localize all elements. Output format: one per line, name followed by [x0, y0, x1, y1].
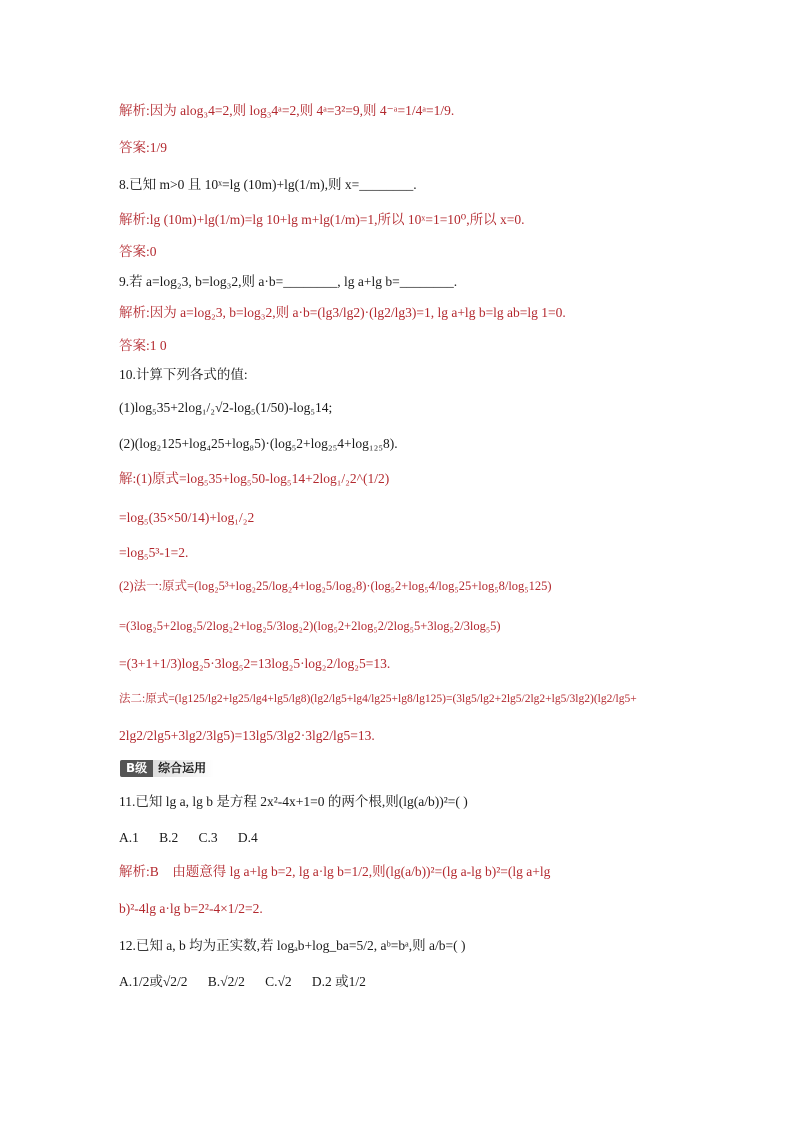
solution-10-method-2: 法二:原式=(lg125/lg2+lg25/lg4+lg5/lg8)(lg2/lg5+lg4/lg25+lg8/lg125)=(3lg5/lg2+2lg5/2lg2+lg5/3lg2)(lg2/lg5+ [119, 693, 637, 705]
solution-11: 解析:B 由题意得 lg a+lg b=2, lg a·lg b=1/2,则(lg(a/b))²=(lg a-lg b)²=(lg a+lg [119, 864, 551, 879]
question-10-part-1: (1)log₅35+2log₁/₂√2-log₅(1/50)-log₅14; [119, 400, 333, 415]
solution-11-cont: b)²-4lg a·lg b=2²-4×1/2=2. [119, 901, 263, 916]
question-10: 10.计算下列各式的值: [119, 367, 248, 382]
solution-10-step-3: =log₅5³-1=2. [119, 545, 189, 560]
solution-10-method-1-step-2: =(3log₂5+2log₂5/2log₂2+log₂5/3log₂2)(log₅2+2log₅2/2log₅5+3log₅2/3log₅5) [119, 619, 501, 633]
answer-8: 答案:0 [119, 244, 157, 259]
solution-10-method-1-step-3: =(3+1+1/3)log₂5·3log₅2=13log₂5·log₂2/log₂5=13. [119, 656, 391, 671]
answer-9: 答案:1 0 [119, 338, 167, 353]
question-11-options: A.1 B.2 C.3 D.4 [119, 830, 258, 845]
section-badge [120, 760, 214, 777]
question-10-part-2: (2)(log₂125+log₄25+log₈5)·(log₅2+log₂₅4+log₁₂₅8). [119, 436, 398, 451]
question-12-options: A.1/2或√2/2 B.√2/2 C.√2 D.2 或1/2 [119, 974, 366, 989]
solution-10-method-2-cont: 2lg2/2lg5+3lg2/3lg5)=13lg5/3lg2·3lg2/lg5=13. [119, 728, 375, 743]
solution-10-step-1: 解:(1)原式=log₅35+log₅50-log₅14+2log₁/₂2^(1/2) [119, 471, 390, 486]
solution-10-method-1: (2)法一:原式=(log₂5³+log₂25/log₂4+log₂5/log₂8)·(log₅2+log₅4/log₅25+log₅8/log₅125) [119, 579, 552, 593]
solution-10-step-2: =log₅(35×50/14)+log₁/₂2 [119, 510, 255, 525]
question-8: 8.已知 m>0 且 10ˣ=lg (10m)+lg(1/m),则 x=________. [119, 177, 417, 192]
solution-7: 解析:因为 alog₃4=2,则 log₃4ᵃ=2,则 4ᵃ=3²=9,则 4⁻ᵃ=1/4ᵃ=1/9. [119, 103, 455, 118]
solution-8: 解析:lg (10m)+lg(1/m)=lg 10+lg m+lg(1/m)=1,所以 10ˣ=1=10⁰,所以 x=0. [119, 212, 525, 227]
answer-7: 答案:1/9 [119, 140, 168, 155]
solution-9: 解析:因为 a=log₂3, b=log₃2,则 a·b=(lg3/lg2)·(lg2/lg3)=1, lg a+lg b=lg ab=lg 1=0. [119, 305, 566, 320]
section-level-tag: B级 [120, 760, 153, 777]
question-12: 12.已知 a, b 均为正实数,若 logₐb+log_ba=5/2, aᵇ=bᵃ,则 a/b=( ) [119, 938, 466, 953]
section-title: 综合运用 [153, 760, 214, 777]
question-9: 9.若 a=log₂3, b=log₃2,则 a·b=________, lg a+lg b=________. [119, 274, 458, 289]
question-11: 11.已知 lg a, lg b 是方程 2x²-4x+1=0 的两个根,则(lg(a/b))²=( ) [119, 794, 468, 809]
